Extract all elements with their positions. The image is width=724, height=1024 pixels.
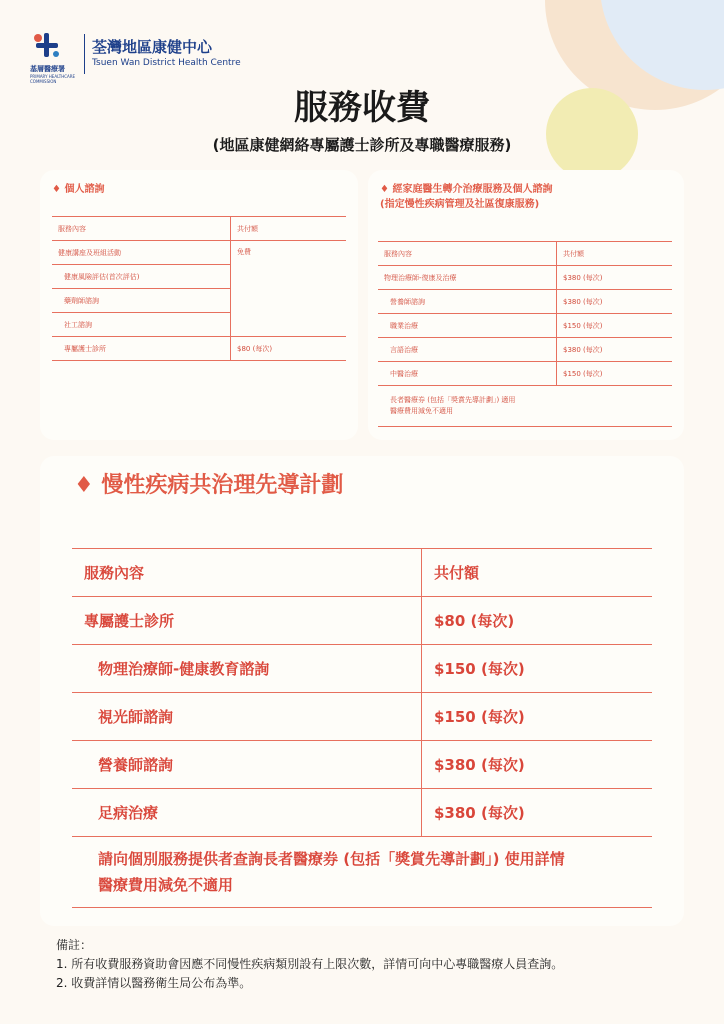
remarks <box>56 936 563 993</box>
org-name: 荃灣地區康健中心 <box>92 38 213 56</box>
remark-item: 1. 所有收費服務資助會因應不同慢性疾病類別設有上限次數，詳情可向中心專職醫療人員查詢。 <box>56 957 564 971</box>
table-row <box>72 645 652 693</box>
table-row <box>378 338 672 362</box>
voucher-note <box>72 837 652 908</box>
referral-services-card <box>368 170 684 440</box>
table-header-row <box>378 242 672 266</box>
fee-cell: $80 (每次) <box>422 597 653 645</box>
remark-item: 2. 收費詳情以醫務衛生局公布為準。 <box>56 976 252 990</box>
individual-consult-heading: ♦ 個人諮詢 <box>52 184 105 195</box>
column-header: 共付額 <box>231 217 347 241</box>
table-row <box>72 837 652 908</box>
commission-logo-icon <box>32 30 62 60</box>
column-header: 服務內容 <box>72 549 422 597</box>
chronic-pilot-table <box>72 548 652 908</box>
service-cell: 中醫治療 <box>378 362 557 386</box>
table-row <box>72 741 652 789</box>
referral-services-heading <box>380 182 552 212</box>
page-title: 服務收費 <box>294 88 430 128</box>
fee-cell: $380 (每次) <box>557 290 673 314</box>
service-cell: 健康風險評估(首次評估) <box>52 265 231 289</box>
service-cell: 社工諮詢 <box>52 313 231 337</box>
service-cell: 營養師諮詢 <box>72 741 422 789</box>
service-cell: 物理治療師-復康及治療 <box>378 266 557 290</box>
table-row <box>378 290 672 314</box>
voucher-note-line-1: 長者醫療券 (包括「獎賞先導計劃」) 適用 <box>390 396 516 404</box>
table-row <box>52 241 346 265</box>
column-header: 服務內容 <box>52 217 231 241</box>
chronic-pilot-card <box>40 456 684 926</box>
table-row <box>378 362 672 386</box>
service-cell: 物理治療師-健康教育諮詢 <box>72 645 422 693</box>
fee-cell: $380 (每次) <box>557 266 673 290</box>
commission-name: 基層醫療署 <box>30 65 65 73</box>
voucher-note-line-1: 請向個別服務提供者查詢長者醫療券 (包括「獎賞先導計劃」) 使用詳情 <box>98 850 565 868</box>
voucher-note <box>378 386 672 427</box>
service-cell: 視光師諮詢 <box>72 693 422 741</box>
table-row <box>378 386 672 427</box>
table-row <box>378 266 672 290</box>
fee-cell: $150 (每次) <box>557 362 673 386</box>
referral-services-table <box>378 241 672 427</box>
chronic-pilot-heading: ♦ 慢性疾病共治理先導計劃 <box>74 473 344 498</box>
service-cell: 營養師諮詢 <box>378 290 557 314</box>
column-header: 共付額 <box>422 549 653 597</box>
table-row <box>72 693 652 741</box>
voucher-note-line-2: 醫療費用減免不適用 <box>390 407 453 415</box>
service-cell: 專屬護士診所 <box>52 337 231 361</box>
logo-divider <box>84 34 85 74</box>
table-header-row <box>72 549 652 597</box>
service-cell: 專屬護士診所 <box>72 597 422 645</box>
fee-cell: $380 (每次) <box>422 789 653 837</box>
table-row <box>52 337 346 361</box>
service-cell: 藥劑師諮詢 <box>52 289 231 313</box>
page-subtitle: (地區康健網絡專屬護士診所及專職醫療服務) <box>212 136 512 154</box>
column-header: 服務內容 <box>378 242 557 266</box>
remarks-label: 備註： <box>56 938 93 952</box>
individual-consult-table <box>52 216 346 361</box>
fee-cell: 免費 <box>231 241 347 337</box>
service-cell: 足病治療 <box>72 789 422 837</box>
service-cell: 健康講座及班組活動 <box>52 241 231 265</box>
referral-heading-line-2: (指定慢性疾病管理及社區復康服務) <box>380 199 540 210</box>
fee-cell: $380 (每次) <box>422 741 653 789</box>
referral-heading-line-1: ♦ 經家庭醫生轉介治療服務及個人諮詢 <box>380 184 553 195</box>
fee-cell: $150 (每次) <box>422 693 653 741</box>
fee-cell: $380 (每次) <box>557 338 673 362</box>
table-row <box>72 597 652 645</box>
fee-cell: $150 (每次) <box>557 314 673 338</box>
voucher-note-line-2: 醫療費用減免不適用 <box>98 876 234 894</box>
service-cell: 言語治療 <box>378 338 557 362</box>
fee-cell: $150 (每次) <box>422 645 653 693</box>
fee-cell: $80 (每次) <box>231 337 347 361</box>
table-row <box>72 789 652 837</box>
table-row <box>378 314 672 338</box>
individual-consult-card <box>40 170 358 440</box>
table-header-row <box>52 217 346 241</box>
org-name-en: Tsuen Wan District Health Centre <box>92 58 241 68</box>
commission-name-en: PRIMARY HEALTHCARE COMMISSION <box>30 74 76 84</box>
column-header: 共付額 <box>557 242 673 266</box>
service-cell: 職業治療 <box>378 314 557 338</box>
